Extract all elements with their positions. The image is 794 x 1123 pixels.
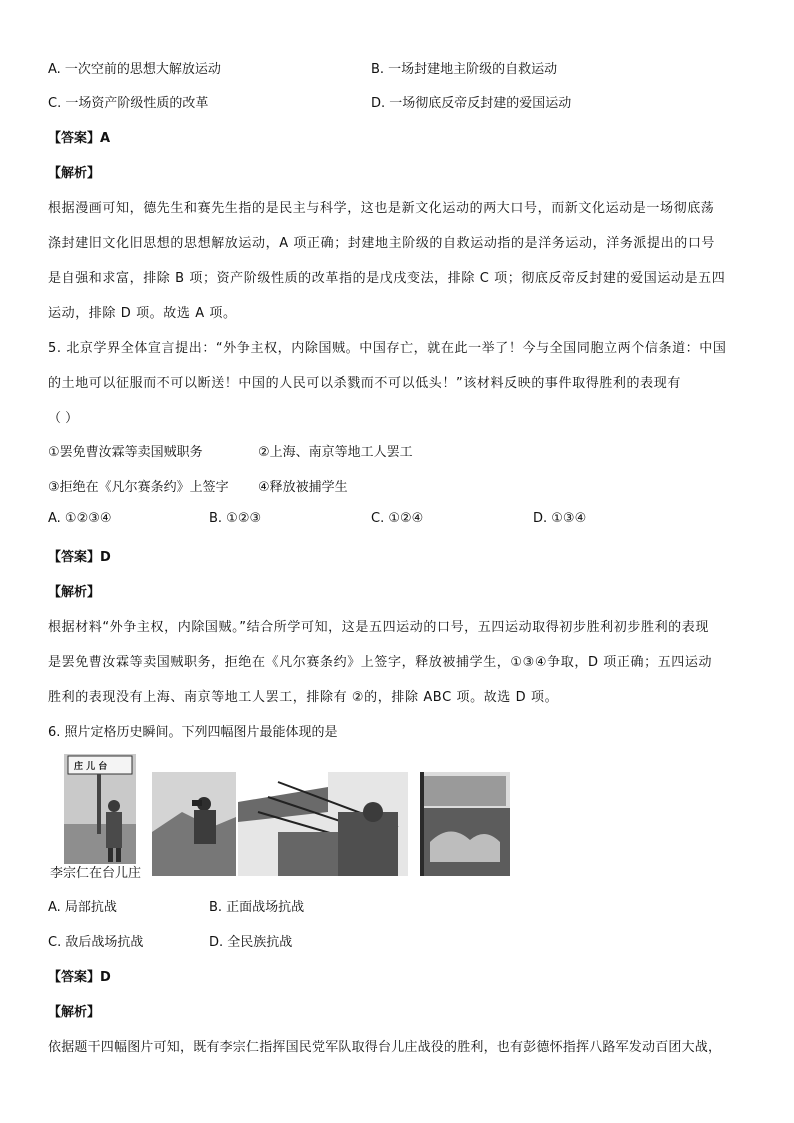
q5-stem-line: 的土地可以征服而不可以断送！中国的人民可以杀戮而不可以低头！”该材料反映的事件取得胜利的表现有 bbox=[48, 376, 681, 391]
q6-analysis-label: 【解析】 bbox=[48, 1005, 101, 1020]
q5-item-3: ③拒绝在《凡尔赛条约》上签字 bbox=[48, 480, 229, 495]
q6-option-a: A. 局部抗战 bbox=[48, 900, 117, 915]
photo-battle-relief-graphic bbox=[420, 772, 510, 876]
q6-option-d: D. 全民族抗战 bbox=[209, 935, 293, 950]
q6-stem: 6. 照片定格历史瞬间。下列四幅图片最能体现的是 bbox=[48, 725, 338, 740]
photo-trench-commander-graphic bbox=[152, 772, 236, 876]
q5-item-4: ④释放被捕学生 bbox=[258, 480, 348, 495]
photo-battle-relief bbox=[420, 772, 510, 876]
photo-trench-commander bbox=[152, 772, 236, 876]
q4-analysis-label: 【解析】 bbox=[48, 166, 101, 181]
q5-item-2: ②上海、南京等地工人罢工 bbox=[258, 445, 413, 460]
q6-option-b: B. 正面战场抗战 bbox=[209, 900, 305, 915]
q4-option-c: C. 一场资产阶级性质的改革 bbox=[48, 96, 209, 111]
q5-analysis-line: 根据材料“外争主权，内除国贼。”结合所学可知，这是五四运动的口号，五四运动取得初步胜利初步胜利的表现 bbox=[48, 620, 709, 635]
q5-analysis-label: 【解析】 bbox=[48, 585, 101, 600]
q6-option-c: C. 敌后战场抗战 bbox=[48, 935, 144, 950]
sign-text: 庄 儿 台 bbox=[74, 762, 108, 772]
q4-analysis-line: 涤封建旧文化旧思想的思想解放运动，A 项正确；封建地主阶级的自救运动指的是洋务运动，洋务派提出的口号 bbox=[48, 236, 716, 251]
q5-answer: 【答案】D bbox=[48, 550, 111, 565]
q5-analysis-line: 是罢免曹汝霖等卖国贼职务，拒绝在《凡尔赛条约》上签字，释放被捕学生，①③④争取，D 项正确；五四运动 bbox=[48, 655, 713, 670]
q5-option-d: D. ①③④ bbox=[533, 511, 587, 526]
q5-stem-line: （ ） bbox=[48, 411, 79, 426]
photo-taierzhuang-sign bbox=[64, 754, 136, 864]
q4-option-b: B. 一场封建地主阶级的自救运动 bbox=[371, 62, 558, 77]
q5-option-c: C. ①②④ bbox=[371, 511, 424, 526]
photo-caption: 李宗仁在台儿庄 bbox=[50, 866, 142, 881]
q5-stem-line: 5. 北京学界全体宣言提出：“外争主权，内除国贼。中国存亡，就在此一举了！今与全国同胞立两个信条道：中国 bbox=[48, 341, 727, 356]
q6-answer: 【答案】D bbox=[48, 970, 111, 985]
q5-item-1: ①罢免曹汝霖等卖国贼职务 bbox=[48, 445, 203, 460]
q4-analysis-line: 根据漫画可知，德先生和赛先生指的是民主与科学，这也是新文化运动的两大口号，而新文化运动是一场彻底荡 bbox=[48, 201, 715, 216]
q5-analysis-line: 胜利的表现没有上海、南京等地工人罢工，排除有 ②的，排除 ABC 项。故选 D 项。 bbox=[48, 690, 559, 705]
q4-analysis-line: 是自强和求富，排除 B 项；资产阶级性质的改革指的是戊戌变法，排除 C 项；彻底反帝反封建的爱国运动是五四 bbox=[48, 271, 726, 286]
q5-option-b: B. ①②③ bbox=[209, 511, 262, 526]
q4-option-a: A. 一次空前的思想大解放运动 bbox=[48, 62, 221, 77]
q5-option-a: A. ①②③④ bbox=[48, 511, 112, 526]
q4-answer: 【答案】A bbox=[48, 131, 111, 146]
photo-rifle-line bbox=[238, 772, 408, 876]
q4-analysis-line: 运动，排除 D 项。故选 A 项。 bbox=[48, 306, 237, 321]
q4-option-d: D. 一场彻底反帝反封建的爱国运动 bbox=[371, 96, 572, 111]
photo-rifle-line-graphic bbox=[238, 772, 408, 876]
q6-analysis-line: 依据题干四幅图片可知，既有李宗仁指挥国民党军队取得台儿庄战役的胜利，也有彭德怀指挥八路军发动百团大战， bbox=[48, 1040, 722, 1055]
